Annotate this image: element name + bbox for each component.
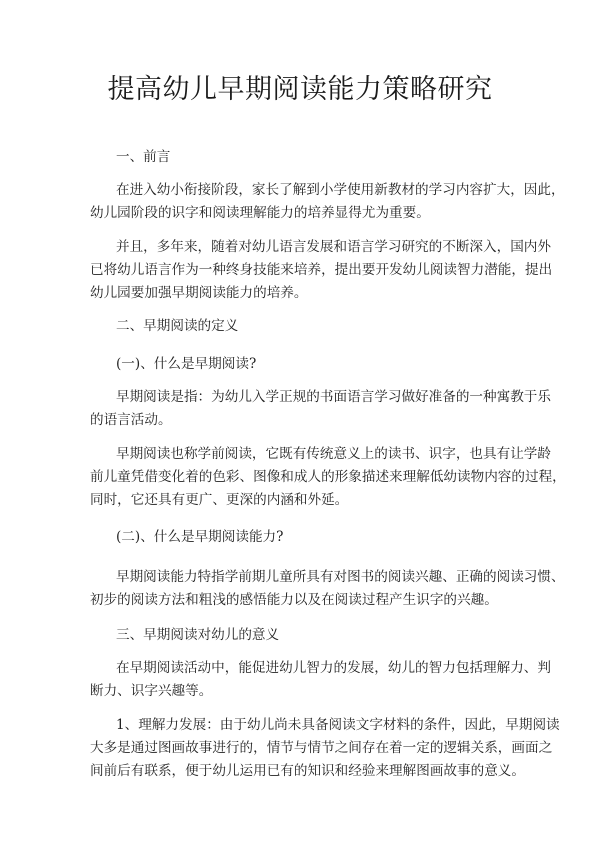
subheading-what-is-reading-ability [116,526,536,549]
paragraph-preface-1 [90,179,565,225]
heading-line: 三、早期阅读对幼儿的意义 [116,627,280,643]
document-title: 提高幼儿早期阅读能力策略研究 [107,74,493,105]
paragraph-line: 断力、识字兴趣等。 [90,683,213,699]
paragraph-line: 前儿童凭借变化着的色彩、图像和成人的形象描述来理解低幼读物内容的过程， [90,469,566,485]
subheading-what-is-early-reading [116,353,536,376]
heading-line: 一、前言 [116,149,171,165]
paragraph-line: 早期阅读是指：为幼儿入学正规的书面语言学习做好准备的一种寓教于乐 [116,389,551,405]
paragraph-line: 幼儿园要加强早期阅读能力的培养。 [90,285,308,301]
paragraph-definition-1 [90,386,551,432]
section-heading-preface [116,146,536,169]
paragraph-reading-ability [90,566,565,612]
paragraph-line: 早期阅读也称学前阅读，它既有传统意义上的读书、识字，也具有让学龄 [116,446,551,462]
heading-line: 二、早期阅读的定义 [116,318,239,334]
paragraph-line: 的语言活动。 [90,412,172,428]
paragraph-definition-2 [90,443,566,512]
paragraph-line: 间前后有联系，便于幼儿运用已有的知识和经验来理解图画故事的意义。 [90,763,525,779]
section-heading-significance [116,624,536,647]
paragraph-preface-2 [90,236,553,305]
heading-line: (二)、什么是早期阅读能力? [116,529,284,545]
paragraph-line: 初步的阅读方法和粗浅的感悟能力以及在阅读过程产生识字的兴趣。 [90,592,498,608]
paragraph-line: 在进入幼小衔接阶段，家长了解到小学使用新教材的学习内容扩大，因此， [116,182,565,198]
paragraph-line: 幼儿园阶段的识字和阅读理解能力的培养显得尤为重要。 [90,205,430,221]
paragraph-significance-2 [90,714,560,783]
paragraph-line: 同时，它还具有更广、更深的内涵和外延。 [90,492,349,508]
paragraph-line: 已将幼儿语言作为一种终身技能来培养，提出要开发幼儿阅读智力潜能，提出 [90,262,553,278]
heading-line: (一)、什么是早期阅读? [116,356,257,372]
paragraph-line: 大多是通过图画故事进行的，情节与情节之间存在着一定的逻辑关系，画面之 [90,740,553,756]
paragraph-line: 在早期阅读活动中，能促进幼儿智力的发展，幼儿的智力包括理解力、判 [116,660,551,676]
section-heading-definition [116,315,536,338]
paragraph-line: 早期阅读能力特指学前期儿童所具有对图书的阅读兴趣、正确的阅读习惯、 [116,569,565,585]
paragraph-significance-1 [90,657,551,703]
paragraph-line: 并且，多年来，随着对幼儿语言发展和语言学习研究的不断深入，国内外 [116,239,551,255]
paragraph-line: 1、理解力发展：由于幼儿尚未具备阅读文字材料的条件，因此，早期阅读 [116,717,560,733]
